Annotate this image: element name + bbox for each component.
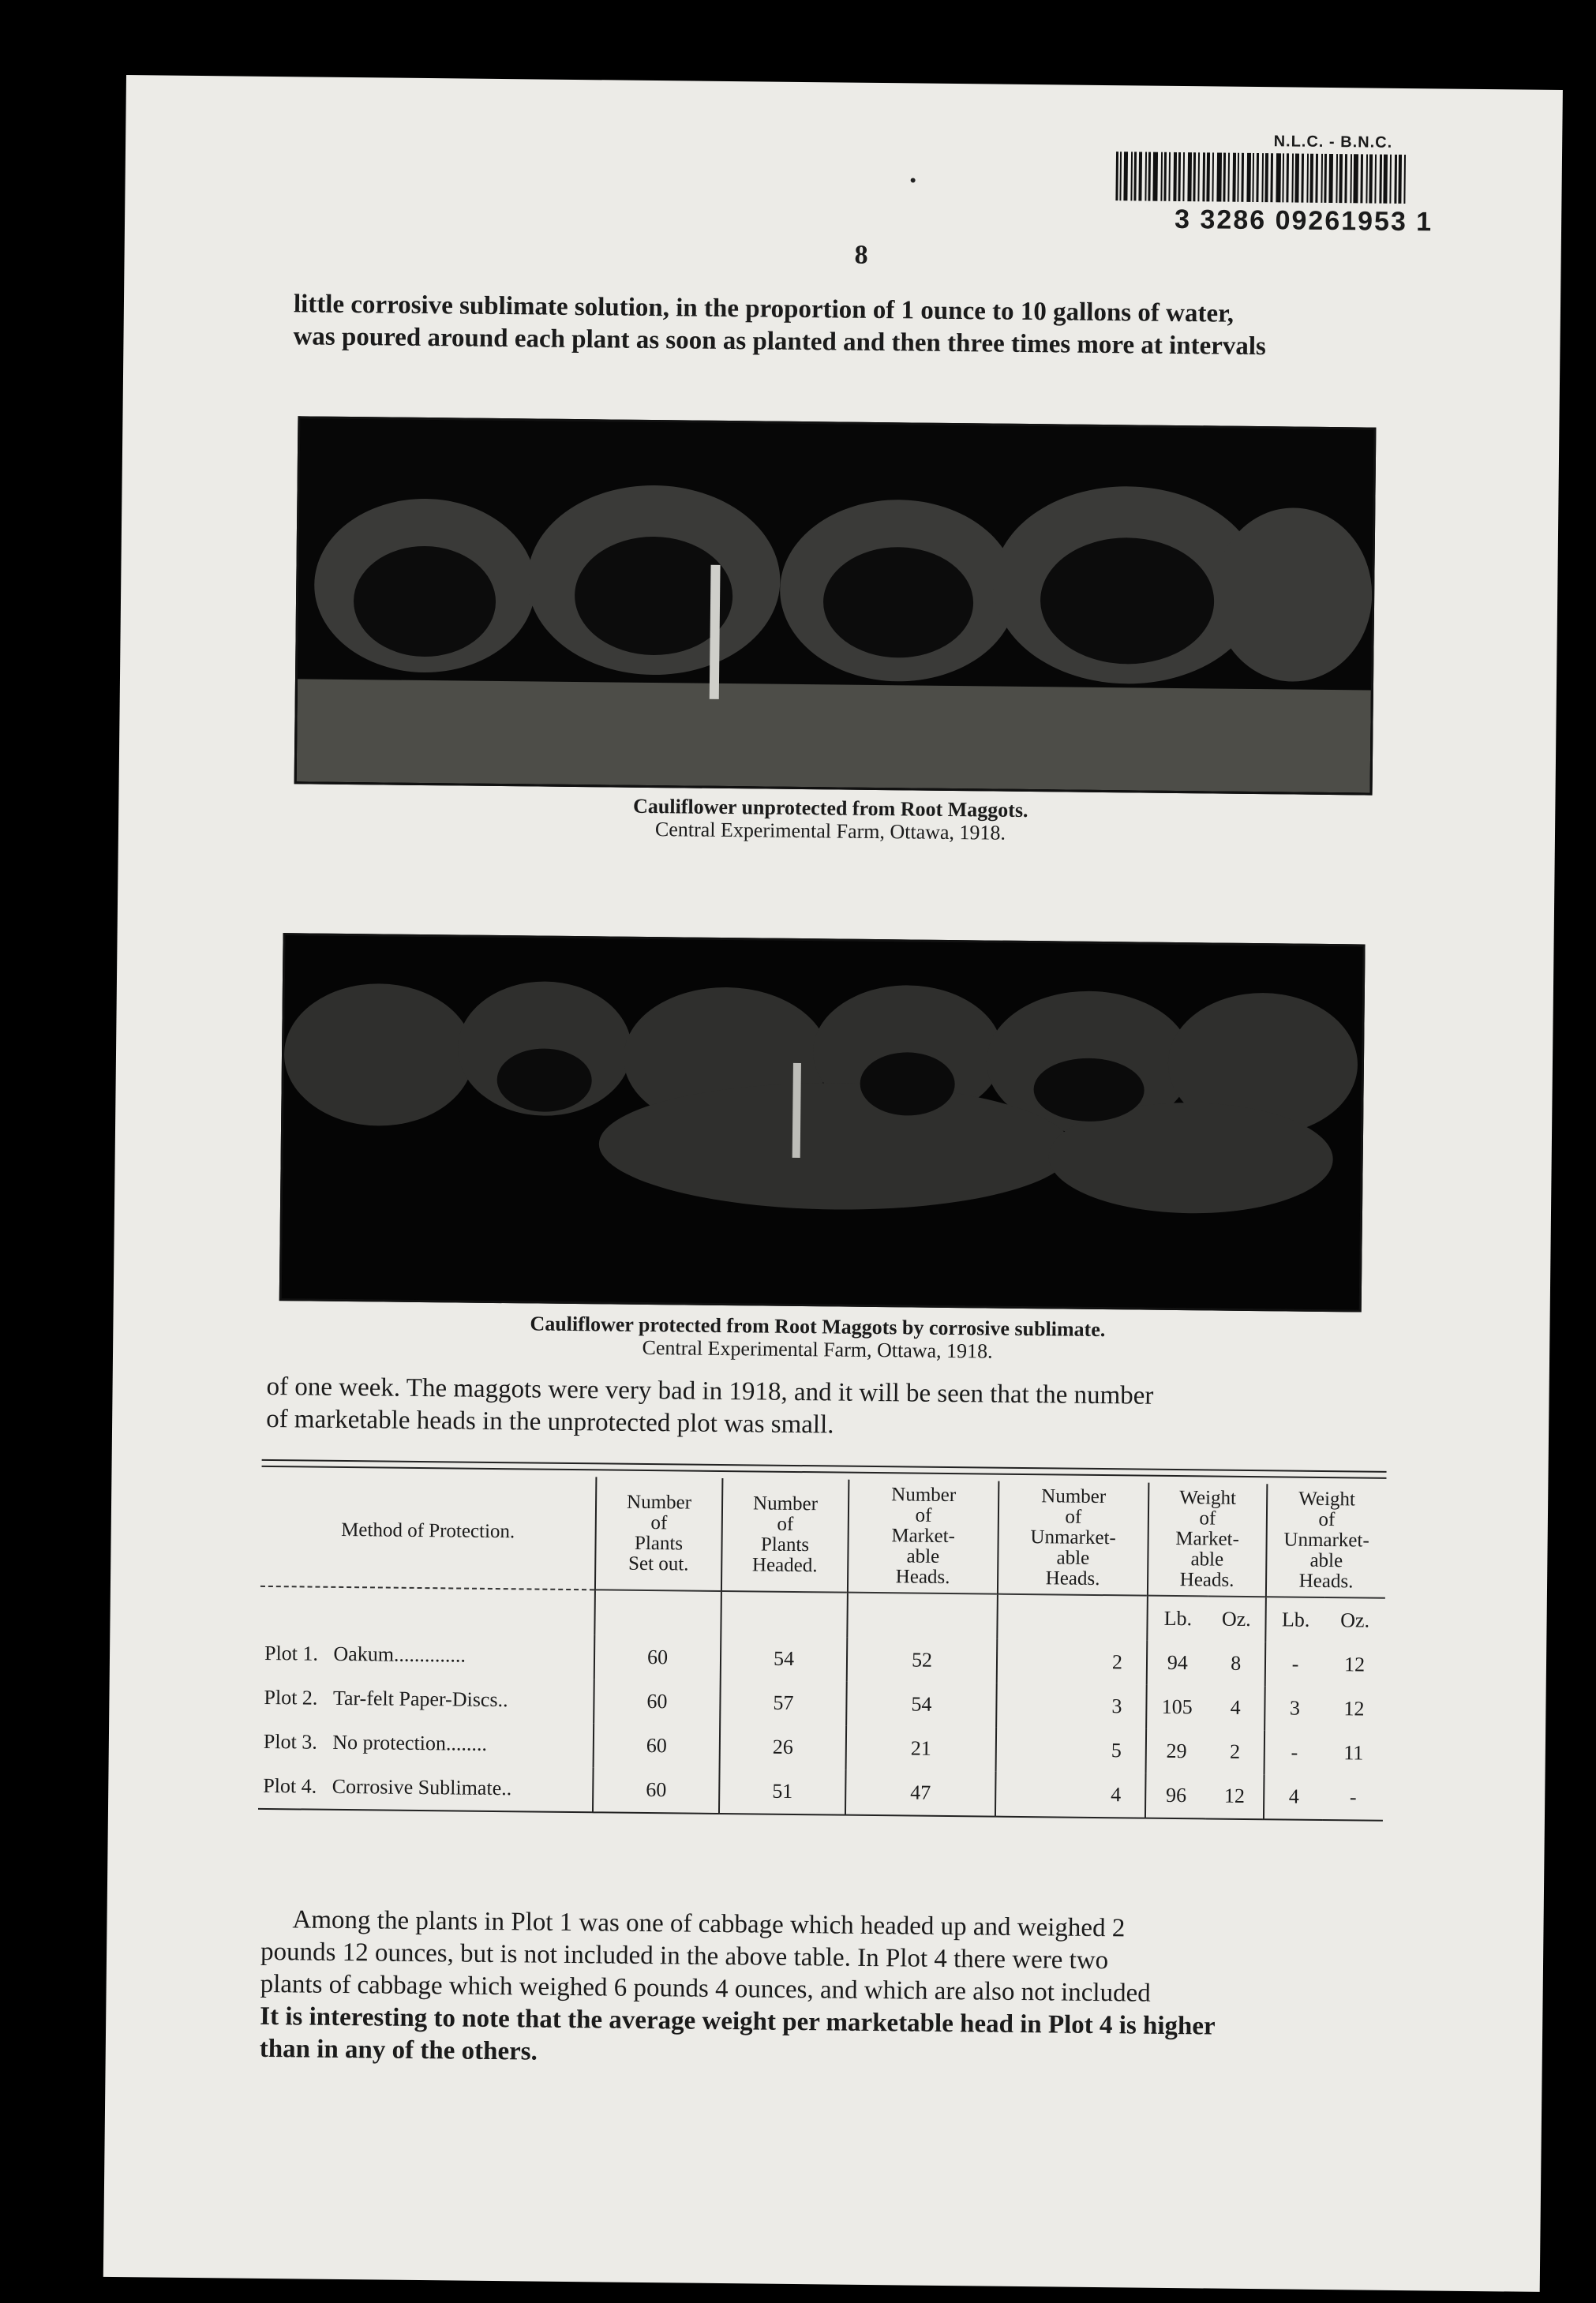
header-method: Method of Protection.: [341, 1518, 515, 1543]
page-number: 8: [854, 240, 868, 270]
cell-marketable: 47: [845, 1770, 996, 1817]
barcode-bar: [1227, 153, 1230, 202]
barcode-bar: [1276, 153, 1281, 202]
cell-m-oz: 2: [1229, 1739, 1241, 1763]
barcode-bar: [1339, 154, 1343, 203]
intro-line-2: was poured around each plant as soon as planted and then three times more at intervals: [293, 322, 1267, 361]
barcode-bar: [1197, 152, 1200, 201]
barcode-bar: [1178, 152, 1181, 201]
unit-lb-marketable: Lb.: [1147, 1596, 1208, 1642]
header-weight-marketable: Weight of Market- able Heads.: [1148, 1483, 1267, 1597]
barcode-bar: [1182, 152, 1185, 201]
cell-headed: 26: [720, 1724, 847, 1770]
barcode-number: 3 3286 09261953 1: [1174, 204, 1433, 238]
barcode-bar: [1232, 153, 1236, 202]
cell-m-oz: 4: [1230, 1695, 1241, 1719]
speck: [911, 178, 916, 182]
figure-1-caption: [294, 791, 1368, 848]
row-method: Plot 2. Tar-felt Paper-Discs..: [264, 1685, 508, 1712]
barcode-bar: [1286, 153, 1289, 202]
barcode-bar: [1360, 154, 1363, 203]
library-code: N.L.C. - B.N.C.: [1273, 133, 1393, 152]
figure-1-caption-title: Cauliflower unprotected from Root Maggots.: [632, 794, 1028, 822]
barcode-bar: [1315, 154, 1318, 203]
barcode-bar: [1374, 155, 1377, 204]
barcode-bar: [1264, 153, 1268, 202]
barcode-bar: [1160, 152, 1163, 201]
cell-set-out: 60: [593, 1767, 720, 1814]
barcode-bar: [1148, 152, 1151, 201]
table-rule-top: [262, 1459, 1387, 1473]
barcode-bar: [1324, 154, 1327, 203]
barcode-bar: [1328, 154, 1333, 203]
cell-m-oz: 12: [1223, 1784, 1246, 1807]
unit-oz-marketable: Oz.: [1208, 1596, 1266, 1642]
cell-u-oz: 11: [1343, 1741, 1364, 1765]
closing-line-5: than in any of the others.: [259, 2034, 538, 2066]
barcode-bar: [1379, 155, 1382, 204]
barcode-bar: [1138, 152, 1142, 200]
document-page: [103, 75, 1563, 2292]
barcode-bar: [1223, 153, 1226, 202]
barcode-bar: [1309, 154, 1313, 203]
barcode-bar: [1246, 153, 1251, 202]
barcode-bar: [1282, 153, 1284, 202]
barcode-bar: [1187, 152, 1192, 201]
cell-unmarketable: 2: [997, 1639, 1148, 1685]
header-unmarketable: Number of Unmarket- able Heads.: [998, 1481, 1148, 1596]
cell-m-lb: 94: [1147, 1641, 1208, 1686]
figure-2-caption: [279, 1309, 1357, 1366]
barcode-bar: [1163, 152, 1167, 201]
cell-u-lb: 3: [1264, 1686, 1324, 1731]
cell-u-lb: -: [1265, 1642, 1325, 1687]
barcode-bar: [1119, 152, 1122, 200]
header-headed: Number of Plants Headed.: [721, 1478, 849, 1593]
barcode-bar: [1398, 155, 1402, 204]
figure-1-caption-source: Central Experimental Farm, Ottawa, 1918.: [654, 818, 1006, 844]
cell-headed: 57: [720, 1680, 847, 1726]
barcode-bars: [1115, 152, 1491, 204]
row-method: Plot 3. No protection........: [263, 1729, 488, 1755]
photo-cauliflower-protected: [279, 933, 1366, 1312]
cell-marketable: 21: [846, 1726, 997, 1772]
barcode-bar: [1350, 154, 1352, 203]
intro-line-1: little corrosive sublimate solution, in the proportion of 1 ounce to 10 gallons of water,: [293, 290, 1234, 328]
barcode-bar: [1152, 152, 1158, 201]
barcode-bar: [1212, 152, 1214, 201]
barcode-bar: [1403, 155, 1406, 204]
cell-m-lb: 96: [1145, 1773, 1206, 1819]
barcode-bar: [1321, 154, 1323, 203]
cell-m-lb: 105: [1146, 1685, 1207, 1730]
figure-2-caption-source: Central Experimental Farm, Ottawa, 1918.: [642, 1335, 993, 1363]
middle-line-2: of marketable heads in the unprotected plot was small.: [265, 1404, 834, 1440]
figure-2-caption-title: Cauliflower protected from Root Maggots by corrosive sublimate.: [530, 1312, 1106, 1342]
barcode-bar: [1130, 152, 1133, 200]
unit-lb-unmarketable: Lb.: [1265, 1597, 1325, 1642]
barcode-bar: [1123, 152, 1128, 200]
cell-u-lb: 4: [1264, 1774, 1324, 1820]
barcode-bar: [1383, 155, 1388, 204]
barcode-bar: [1291, 153, 1294, 202]
cell-headed: 54: [721, 1636, 848, 1682]
cell-u-oz: 12: [1343, 1697, 1365, 1721]
closing-line-4: It is interesting to note that the average weight per marketable head in Plot 4 is higher: [260, 2002, 1216, 2041]
header-marketable: Number of Market- able Heads.: [848, 1480, 998, 1594]
cell-set-out: 60: [594, 1723, 721, 1769]
barcode-bar: [1294, 154, 1299, 203]
barcode-bar: [1366, 154, 1368, 203]
photo-cauliflower-unprotected: [294, 416, 1377, 795]
cell-unmarketable: 4: [995, 1772, 1146, 1818]
cell-set-out: 60: [594, 1635, 721, 1680]
barcode-bar: [1216, 152, 1222, 201]
barcode-bar: [1270, 153, 1273, 202]
cell-headed: 51: [719, 1769, 846, 1815]
barcode-label: [1115, 131, 1495, 245]
barcode-bar: [1252, 153, 1254, 202]
barcode-bar: [1237, 153, 1239, 202]
barcode-bar: [1261, 153, 1264, 202]
barcode-bar: [1394, 155, 1397, 204]
closing-line-1: Among the plants in Plot 1 was one of cabbage which headed up and weighed 2: [292, 1905, 1126, 1943]
barcode-bar: [1344, 154, 1347, 203]
barcode-bar: [1115, 152, 1118, 200]
cell-marketable: 54: [846, 1682, 997, 1728]
barcode-bar: [1173, 152, 1177, 201]
row-method: Plot 1. Oakum..............: [264, 1641, 466, 1667]
barcode-bar: [1306, 154, 1309, 203]
cell-u-lb: -: [1264, 1730, 1324, 1775]
closing-line-3: plants of cabbage which weighed 6 pounds 4 ounces, and which are also not included: [260, 1969, 1151, 2008]
results-table: [258, 1474, 1386, 1825]
barcode-bar: [1193, 152, 1196, 201]
barcode-bar: [1353, 154, 1358, 203]
cell-set-out: 60: [594, 1679, 721, 1724]
cell-u-oz: -: [1349, 1785, 1357, 1809]
barcode-bar: [1133, 152, 1137, 200]
cell-unmarketable: 5: [996, 1728, 1147, 1773]
header-weight-unmarketable: Weight of Unmarket- able Heads.: [1266, 1484, 1387, 1598]
cell-unmarketable: 3: [996, 1683, 1147, 1729]
middle-line-1: of one week. The maggots were very bad in 1918, and it will be seen that the number: [266, 1372, 1154, 1410]
barcode-bar: [1145, 152, 1147, 201]
row-method: Plot 4. Corrosive Sublimate..: [263, 1773, 512, 1800]
header-set-out: Number of Plants Set out.: [595, 1477, 722, 1591]
barcode-bar: [1256, 153, 1259, 202]
barcode-bar: [1369, 154, 1373, 203]
barcode-bar: [1241, 153, 1244, 202]
closing-line-2: pounds 12 ounces, but is not included in the above table. In Plot 4 there were two: [260, 1937, 1109, 1975]
barcode-bar: [1202, 152, 1205, 201]
cell-m-oz: 8: [1231, 1651, 1242, 1675]
barcode-bar: [1301, 154, 1304, 203]
cell-m-lb: 29: [1146, 1729, 1207, 1774]
unit-oz-unmarketable: Oz.: [1324, 1597, 1384, 1643]
cell-marketable: 52: [847, 1638, 998, 1683]
barcode-bar: [1206, 152, 1210, 201]
barcode-bar: [1389, 155, 1392, 204]
barcode-bar: [1336, 154, 1338, 203]
barcode-bar: [1168, 152, 1171, 201]
table-header-row: [260, 1474, 1386, 1598]
cell-u-oz: 12: [1343, 1653, 1366, 1676]
